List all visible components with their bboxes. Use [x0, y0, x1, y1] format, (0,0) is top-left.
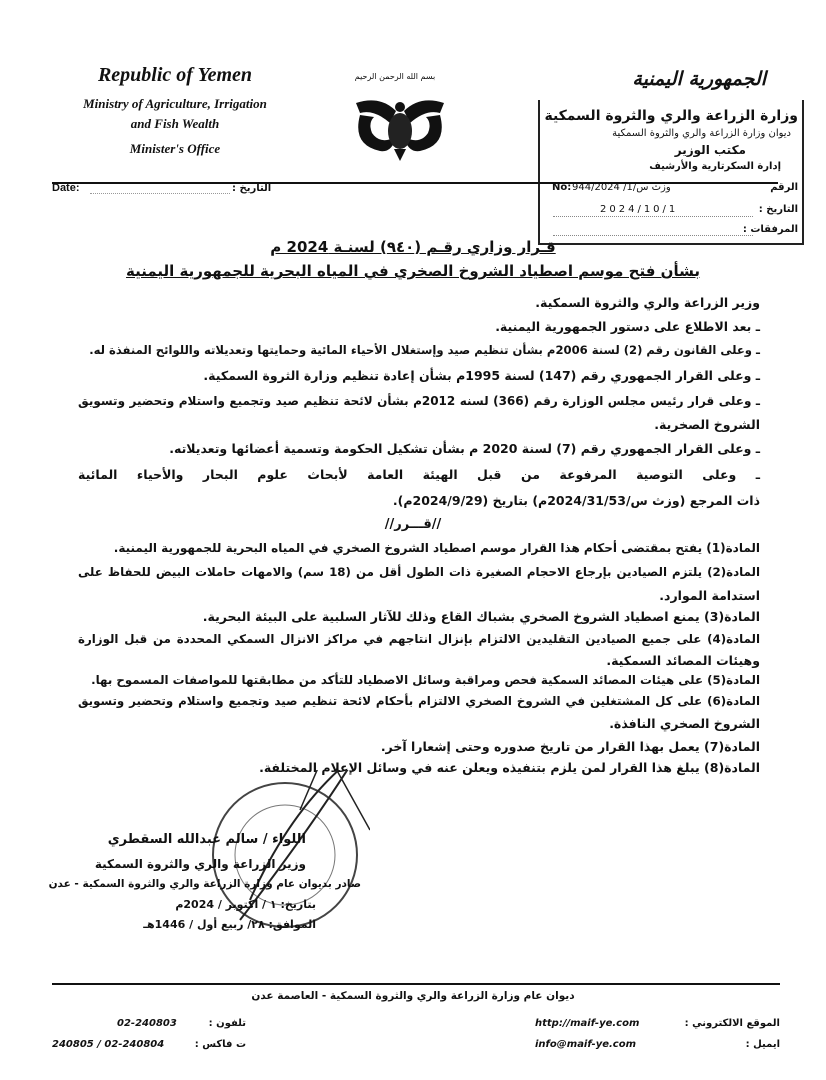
- signatory-title: وزير الزراعة والري والثروة السمكية: [94, 857, 306, 871]
- ministry-en-line2: and Fish Wealth: [130, 116, 220, 131]
- article-6: المادة(6) على كل المشتغلين في الشروخ الصخري الالتزام بأحكام لائحة تنظيم صيد وتجميع واستلام وتحضير وتسويق: [78, 694, 760, 708]
- date-en-dots: [90, 193, 230, 194]
- ref-label: الرقم: [770, 182, 798, 193]
- republic-en: Republic of Yemen: [97, 64, 253, 86]
- article-4-cont: وهيئات المصائد السمكية.: [606, 653, 760, 668]
- date-en-label: Date:: [52, 182, 80, 194]
- basmala: بسم الله الرحمن الرحيم: [354, 72, 436, 81]
- issued-date: بتاريخ: ١ / اكتوبر / 2024م: [175, 898, 316, 911]
- website-link[interactable]: http://maif-ye.com: [535, 1018, 640, 1029]
- attachments-dots: [553, 235, 753, 236]
- preamble-item: ـ وعلى القرار الجمهوري رقم (7) لسنة 2020 م بشأن تشكيل الحكومة وتسمية أعضائها وتعديلاته.: [169, 441, 760, 456]
- fax-label: ت فاكس :: [194, 1039, 246, 1050]
- date-value: 2024/10/1: [600, 204, 679, 215]
- preamble-item: الشروخ الصخرية.: [654, 417, 760, 432]
- phone-number: 02-240803: [117, 1018, 177, 1029]
- date-ar-label: التاريخ :: [232, 183, 272, 194]
- decision-heading: //قـــرر//: [384, 517, 442, 532]
- stamp-line3: إدارة السكرتارية والأرشيف: [649, 161, 781, 172]
- preamble-item: ـ وعلى القرار الجمهوري رقم (147) لسنة 1995م بشأن إعادة تنظيم وزارة الثروة السمكية.: [203, 368, 760, 383]
- footer-address: ديوان عام وزارة الزراعة والري والثروة السمكية - العاصمة عدن: [251, 990, 575, 1002]
- office-en: Minister's Office: [129, 141, 221, 156]
- footer-divider: [52, 983, 780, 985]
- ministry-en-line1: Ministry of Agriculture, Irrigation: [83, 96, 267, 111]
- preamble-item: ـ وعلى التوصية المرفوعة من قبل الهيئة العامة لأبحاث علوم البحار والأحياء المائية: [78, 467, 760, 482]
- ref-value: وزث س/1/ 944/2024: [572, 182, 671, 193]
- article-8: المادة(8) يبلغ هذا القرار لمن يلزم بتنفيذه ويعلن عنه في وسائل الإعلام المختلفة.: [259, 760, 760, 775]
- yemen-emblem-icon: [350, 93, 450, 161]
- email-link[interactable]: info@maif-ye.com: [535, 1039, 637, 1050]
- date-label: التاريخ :: [758, 204, 798, 215]
- date-dots: [553, 216, 753, 217]
- article-6-cont: الشروخ الصخري النافذة.: [609, 716, 760, 731]
- article-1: المادة(1) يفتح بمقتضى أحكام هذا القرار موسم اصطياد الشروخ الصخري في المياه البحرية للجمهورية اليمنية.: [113, 541, 760, 555]
- issued-hijri-date: الموافق: ٢٨/ ربيع أول / 1446هـ: [143, 918, 316, 931]
- preamble-item: ـ بعد الاطلاع على دستور الجمهورية اليمنية.: [495, 319, 760, 334]
- decree-title: قـرار وزاري رقـم (٩٤٠) لسنـة 2024 م: [270, 238, 556, 256]
- no-en-label: No:: [552, 182, 572, 193]
- stamp-line1: ديوان وزارة الزراعة والري والثروة السمكية: [612, 128, 791, 139]
- signatory-name: اللواء / سالم عبدالله السقطري: [107, 832, 306, 847]
- preamble-item: ـ وعلى القانون رقم (2) لسنة 2006م بشأن تنظيم صيد وإستغلال الأحياء المائية وحمايتها وتعديلاته واللوائح المنفذة له.: [89, 343, 760, 357]
- decree-subject: بشأن فتح موسم اصطياد الشروخ الصخري في المياه البحرية للجمهورية اليمنية: [126, 262, 700, 280]
- website-label: الموقع الالكتروني :: [684, 1018, 780, 1029]
- article-4: المادة(4) على جميع الصيادين التقليدين الالتزام بإنزال انتاجهم في مراكز الانزال السمكي المحددة من قبل الوزارة: [78, 632, 760, 646]
- article-2: المادة(2) يلتزم الصيادين بإرجاع الاحجام الصغيرة ذات الطول أقل من (18 سم) والامهات حاملات البيض للحفاظ على: [78, 565, 760, 579]
- phone-label: تلفون :: [208, 1018, 246, 1029]
- article-7: المادة(7) يعمل بهذا القرار من تاريخ صدوره وحتى إشعارا آخر.: [380, 739, 760, 754]
- issued-place: صادر بديوان عام وزارة الزراعة والري والثروة السمكية - عدن: [48, 878, 361, 890]
- article-3: المادة(3) يمنع اصطياد الشروخ الصخري بشباك القاع وذلك للآثار السلبية على البيئة البحرية.: [202, 609, 760, 624]
- email-label: ايميل :: [745, 1039, 780, 1050]
- article-5: المادة(5) على هيئات المصائد السمكية فحص ومراقبة وسائل الاصطياد للتأكد من مطابقتها للمواصفات المسموح بها.: [91, 673, 760, 687]
- attachments-label: المرفقات :: [742, 224, 798, 235]
- preamble-minister: وزير الزراعة والري والثروة السمكية.: [535, 295, 760, 310]
- republic-ar: الجمهورية اليمنية: [632, 68, 766, 90]
- article-2-cont: استدامة الموارد.: [659, 588, 760, 603]
- preamble-item: ذات المرجع (وزث س/2024/31/53م) بتاريخ (2024/9/29م).: [392, 493, 760, 508]
- fax-number: 02-240804 / 240805: [52, 1039, 165, 1050]
- ministry-ar: وزارة الزراعة والري والثروة السمكية: [544, 108, 798, 124]
- stamp-line2: مكتب الوزير: [674, 143, 746, 157]
- preamble-item: ـ وعلى قرار رئيس مجلس الوزارة رقم (366) لسنه 2012م بشأن لائحة تنظيم صيد وتجميع واستلام وتحضير وتسويق: [78, 394, 760, 408]
